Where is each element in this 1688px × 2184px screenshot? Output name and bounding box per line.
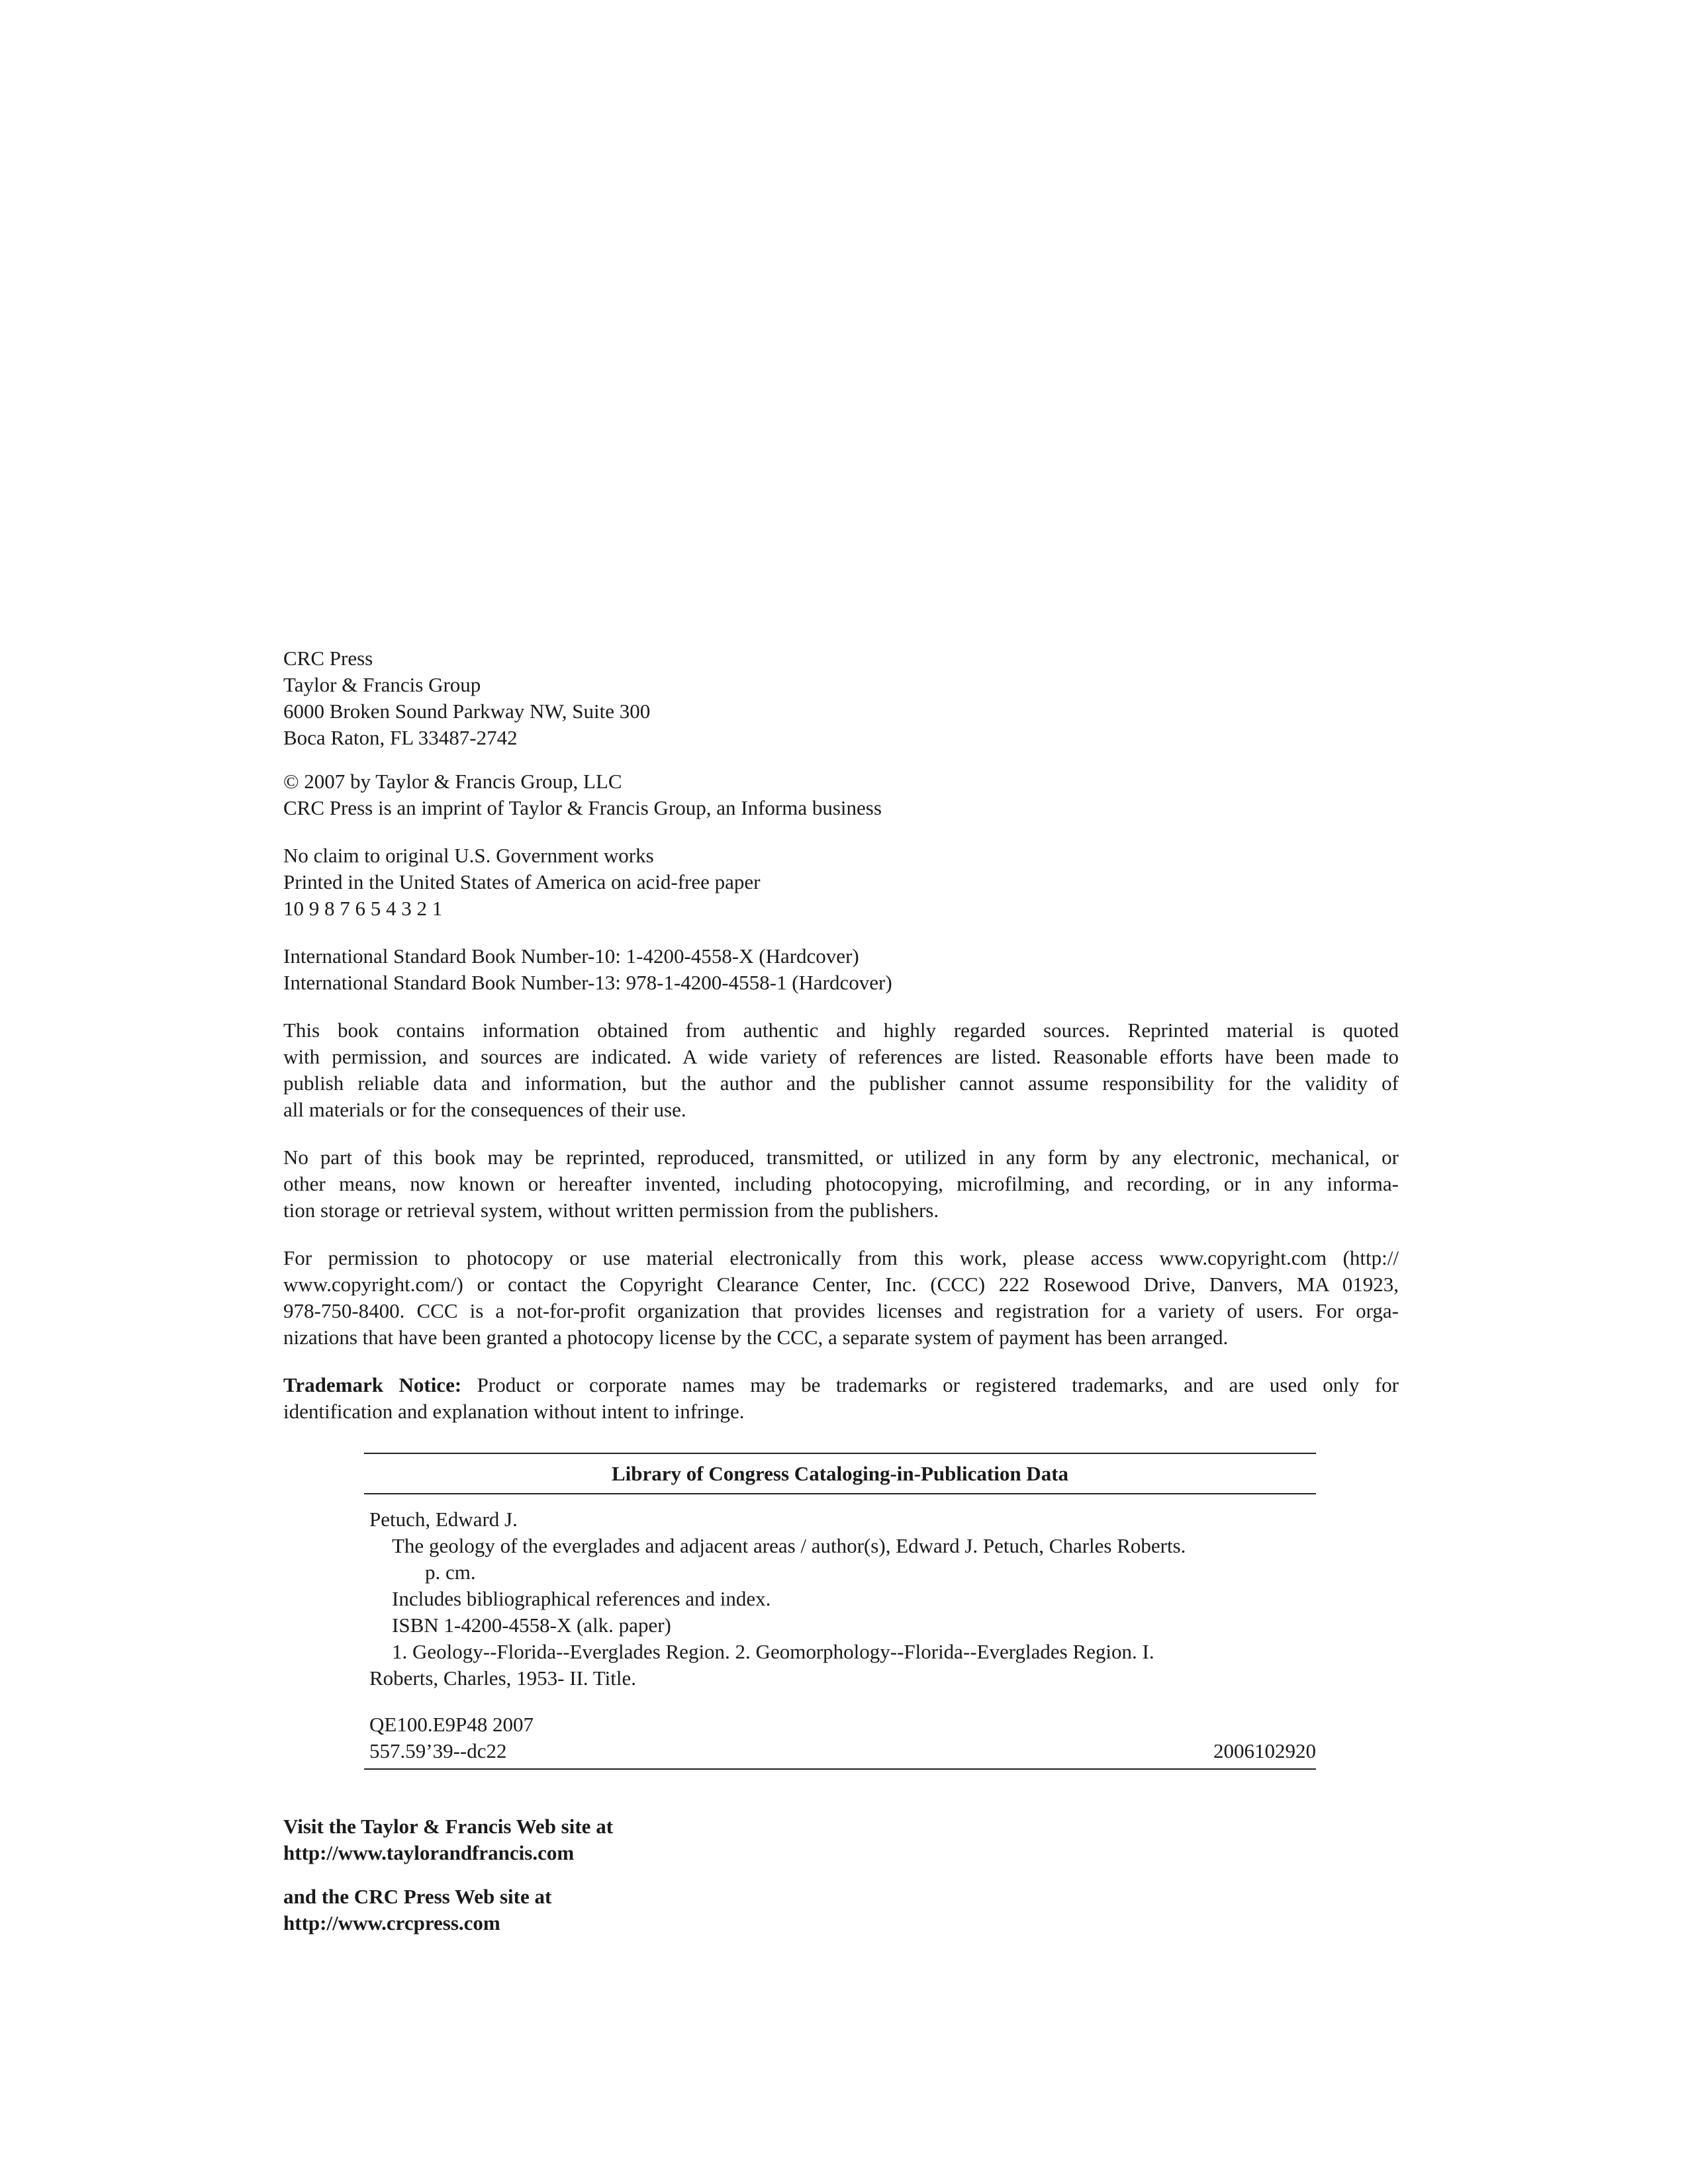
publisher-name: CRC Press [283,647,373,670]
reproduction-paragraph [283,1144,1399,1224]
trademark-paragraph [283,1372,1399,1425]
permission-paragraph [283,1245,1399,1351]
tf-website-label: Visit the Taylor & Francis Web site at [283,1815,614,1838]
visit-websites [283,1813,879,1936]
cip-dewey-row [369,1738,1316,1764]
crc-website-link[interactable]: http://www.crcpress.com [283,1911,500,1934]
cip-physical-description: p. cm. [425,1561,476,1584]
publisher-city: Boca Raton, FL 33487-2742 [283,726,518,749]
paragraph-line: 978-750-8400. CCC is a not-for-profit organization that provides licenses and registration for a variety of users. For orga- [283,1299,1399,1322]
paragraph-line: with permission, and sources are indicated. A wide variety of references are listed. Reasonable efforts have been made to [283,1045,1399,1068]
cip-classification [364,1692,1316,1768]
isbn-13: International Standard Book Number-13: 978-1-4200-4558-1 (Hardcover) [283,971,892,994]
cip-dewey: 557.59’39--dc22 [369,1739,507,1762]
trademark-label: Trademark Notice: [283,1373,462,1396]
publisher-group: Taylor & Francis Group [283,673,481,696]
government-works-line: No claim to original U.S. Government works [283,844,654,867]
cip-lc-class: QE100.E9P48 2007 [369,1713,534,1736]
copyright-line: © 2007 by Taylor & Francis Group, LLC [283,770,622,793]
cip-author: Petuch, Edward J. [369,1508,518,1531]
paragraph-line: This book contains information obtained from authentic and highly regarded sources. Reprinted material is quoted [283,1019,1399,1042]
printing-number-line: 10 9 8 7 6 5 4 3 2 1 [283,897,443,920]
copyright-page-content [283,645,1399,1425]
paragraph-line: www.copyright.com/) or contact the Copyright Clearance Center, Inc. (CCC) 222 Rosewood Drive, Danvers, MA 01923, [283,1273,1399,1296]
cip-bibliography-note: Includes bibliographical references and index. [392,1587,771,1610]
paragraph-line: nizations that have been granted a photocopy license by the CCC, a separate system of payment has been arranged. [283,1326,1229,1349]
copyright-notice [283,768,1399,821]
trademark-text: Product or corporate names may be trademarks or registered trademarks, and are used only for [461,1373,1399,1396]
cip-bottom-rule [364,1768,1316,1770]
cip-title-statement: The geology of the everglades and adjacent areas / author(s), Edward J. Petuch, Charles Roberts. [392,1534,1186,1557]
cip-record [364,1494,1316,1692]
paragraph-line: tion storage or retrieval system, without written permission from the publishers. [283,1199,939,1222]
paragraph-line: publish reliable data and information, but the author and the publisher cannot assume responsibility for the validity of [283,1071,1399,1095]
sources-paragraph [283,1017,1399,1123]
crc-website-label: and the CRC Press Web site at [283,1885,552,1908]
paragraph-line: No part of this book may be reprinted, reproduced, transmitted, or utilized in any form by any electronic, mechanical, or [283,1146,1399,1169]
cip-lccn: 2006102920 [1213,1739,1316,1762]
tf-website-link[interactable]: http://www.taylorandfrancis.com [283,1841,575,1864]
trademark-line-2: identification and explanation without intent to infringe. [283,1400,745,1423]
publisher-street: 6000 Broken Sound Parkway NW, Suite 300 [283,700,651,723]
paragraph-line: For permission to photocopy or use material electronically from this work, please access www.copyright.com (http:// [283,1246,1399,1269]
cip-isbn: ISBN 1-4200-4558-X (alk. paper) [392,1614,671,1637]
print-info [283,842,1399,922]
cip-subjects: 1. Geology--Florida--Everglades Region. 2. Geomorphology--Florida--Everglades Region. I. [392,1640,1154,1663]
paragraph-line: other means, now known or hereafter invented, including photocopying, microfilming, and recording, or in any informa- [283,1172,1399,1195]
publisher-address [283,645,1399,751]
imprint-line: CRC Press is an imprint of Taylor & Francis Group, an Informa business [283,796,882,819]
cip-data-block [364,1453,1316,1770]
isbn-10: International Standard Book Number-10: 1-4200-4558-X (Hardcover) [283,944,859,968]
trademark-line [283,1372,1399,1398]
cip-title: Library of Congress Cataloging-in-Publication Data [611,1462,1069,1485]
isbn-block [283,943,1399,996]
printed-in-line: Printed in the United States of America on acid-free paper [283,870,761,893]
paragraph-line: all materials or for the consequences of their use. [283,1098,686,1121]
cip-subjects-continued: Roberts, Charles, 1953- II. Title. [369,1666,636,1690]
